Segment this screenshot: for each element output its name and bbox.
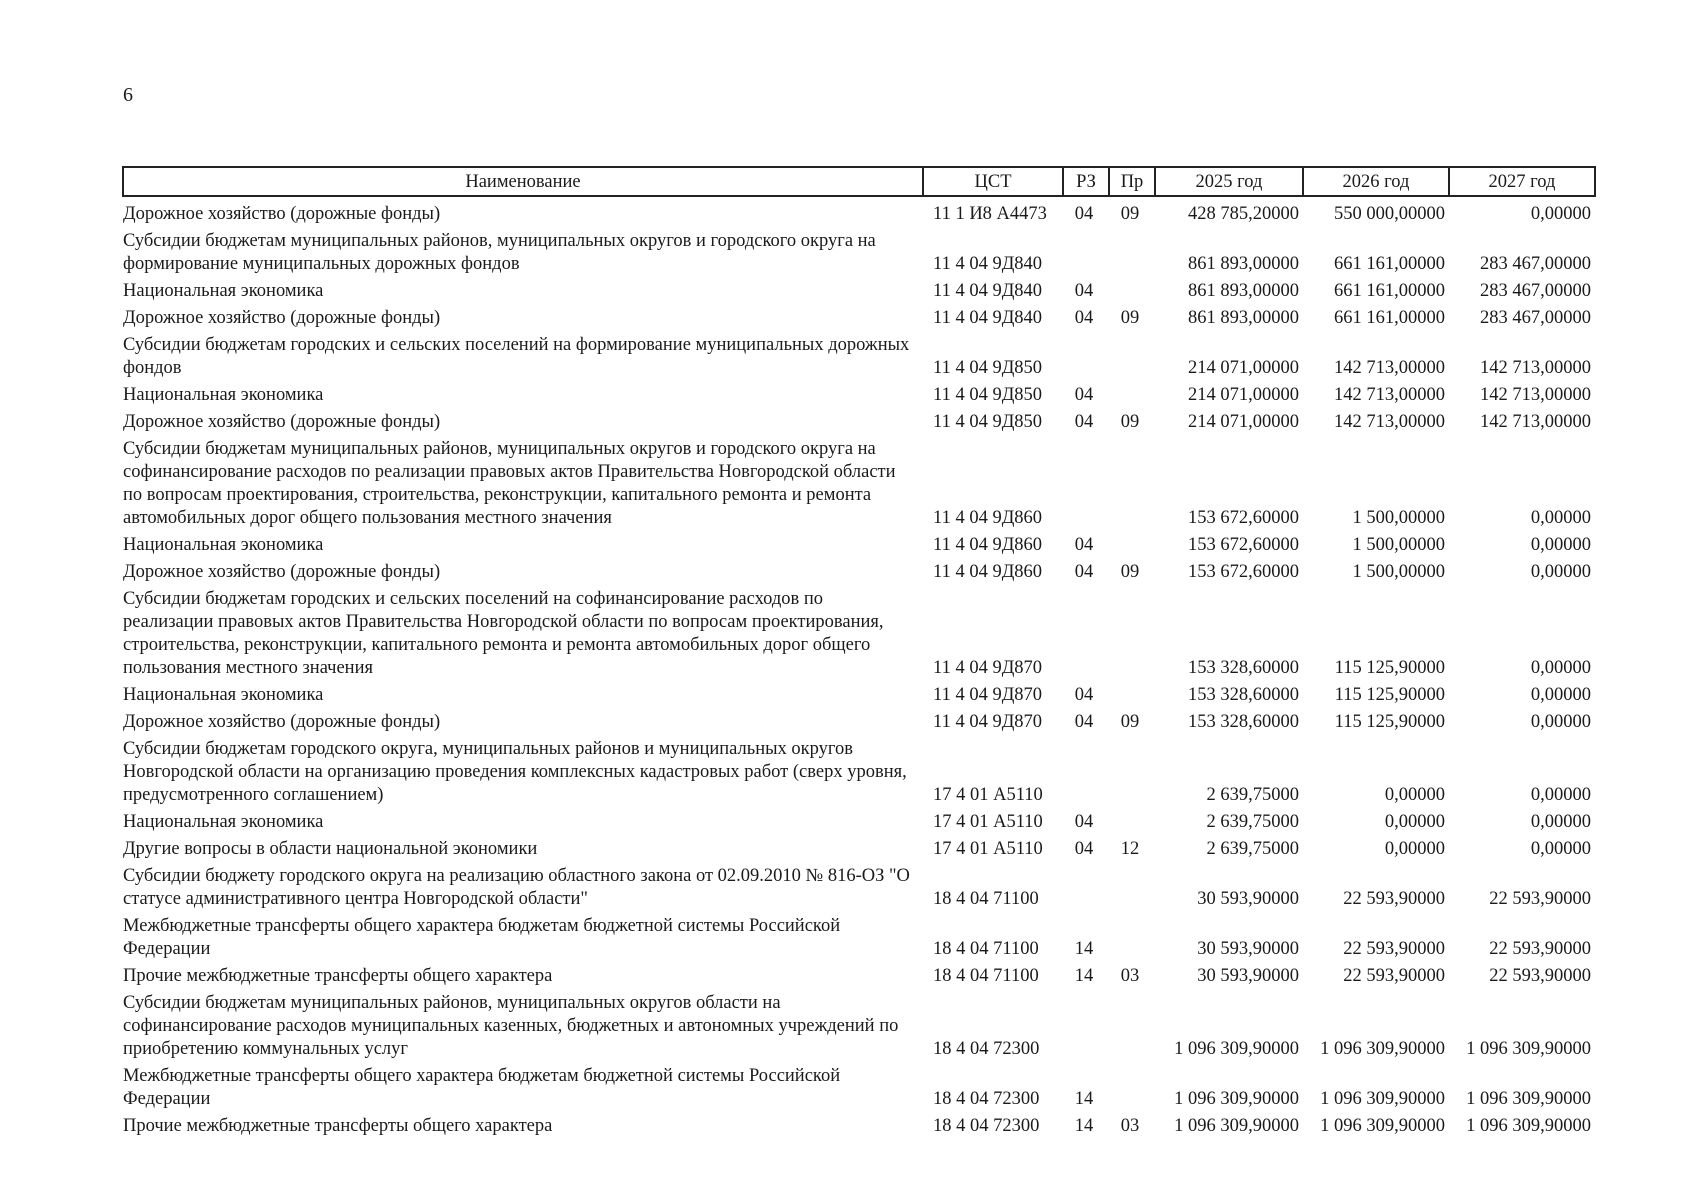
cell-name: Дорожное хозяйство (дорожные фонды) (123, 204, 441, 224)
cell-cst: 18 4 04 71100 (933, 939, 1039, 959)
cell-cst: 18 4 04 72300 (933, 1039, 1040, 1059)
cell-2027: 142 713,00000 (1480, 358, 1591, 378)
table-row (123, 196, 1595, 230)
cell-rz (1063, 230, 1109, 280)
table-row (123, 992, 1595, 1065)
cell-pr (1109, 230, 1155, 280)
cell-rz: 04 (1074, 839, 1094, 859)
cell-2026: 661 161,00000 (1334, 281, 1445, 301)
cell-name: Дорожное хозяйство (дорожные фонды) (123, 412, 441, 432)
cell-2026: 22 593,90000 (1343, 939, 1445, 959)
cell-rz (1063, 588, 1109, 684)
header-2025: 2025 год (1155, 167, 1303, 196)
cell-name: Национальная экономика (123, 281, 324, 301)
cell-2026: 115 125,90000 (1334, 658, 1445, 678)
cell-rz: 04 (1074, 562, 1094, 582)
cell-rz (1063, 865, 1109, 915)
budget-table (122, 166, 1596, 1142)
cell-pr (1109, 384, 1155, 411)
cell-pr (1109, 334, 1155, 384)
cell-2025: 1 096 309,90000 (1174, 1116, 1299, 1136)
cell-2026: 1 500,00000 (1352, 535, 1445, 555)
cell-2026: 1 096 309,90000 (1320, 1039, 1445, 1059)
table-row (123, 230, 1595, 280)
cell-2025: 2 639,75000 (1206, 785, 1299, 805)
cell-name: Национальная экономика (123, 685, 324, 705)
header-pr: Пр (1109, 167, 1155, 196)
cell-name: Прочие межбюджетные трансферты общего характера (123, 966, 553, 986)
cell-pr (1109, 588, 1155, 684)
cell-2026: 1 500,00000 (1352, 562, 1445, 582)
cell-2026: 0,00000 (1384, 839, 1445, 859)
cell-pr: 09 (1120, 712, 1140, 732)
cell-cst: 11 4 04 9Д840 (933, 308, 1043, 328)
cell-pr: 03 (1120, 1116, 1140, 1136)
cell-rz: 04 (1074, 685, 1094, 705)
cell-name: Субсидии бюджетам городского округа, муниципальных районов и муниципальных округов Новгородской области на организацию проведения комплексных кадастровых работ (сверх уровня, предусмотренного соглашением) (123, 739, 907, 805)
cell-2025: 153 672,60000 (1188, 508, 1299, 528)
table-row (123, 915, 1595, 965)
cell-pr (1109, 915, 1155, 965)
cell-cst: 11 4 04 9Д870 (933, 658, 1043, 678)
cell-pr (1109, 534, 1155, 561)
cell-rz: 04 (1074, 308, 1094, 328)
cell-name: Национальная экономика (123, 535, 324, 555)
cell-name: Субсидии бюджетам городских и сельских поселений на формирование муниципальных дорожных фондов (123, 335, 910, 378)
cell-rz: 04 (1074, 281, 1094, 301)
cell-2026: 1 096 309,90000 (1320, 1089, 1445, 1109)
table-row (123, 334, 1595, 384)
cell-2027: 0,00000 (1530, 658, 1591, 678)
cell-rz (1063, 438, 1109, 534)
cell-rz (1063, 738, 1109, 811)
table-row (123, 838, 1595, 865)
cell-2025: 2 639,75000 (1206, 812, 1299, 832)
table-header-row (123, 167, 1595, 196)
cell-name: Субсидии бюджетам городских и сельских поселений на софинансирование расходов по реализации правовых актов Правительства Новгородской области по вопросам проектирования, строительства, реконструкции, капитального ремонта и ремонта автомобильных дорог общего пользования местного значения (123, 589, 884, 678)
cell-2027: 0,00000 (1530, 685, 1591, 705)
cell-2027: 283 467,00000 (1480, 308, 1591, 328)
cell-2027: 1 096 309,90000 (1466, 1116, 1591, 1136)
cell-name: Субсидии бюджетам муниципальных районов, муниципальных округов и городского округа на софинансирование расходов по реализации правовых актов Правительства Новгородской области по вопросам проектирования, строительства, реконструкции, капитального ремонта и ремонта автомобильных дорог общего пользования местного значения (123, 439, 896, 528)
cell-2026: 115 125,90000 (1334, 712, 1445, 732)
cell-cst: 17 4 01 А5110 (933, 812, 1043, 832)
cell-cst: 11 4 04 9Д870 (933, 712, 1043, 732)
cell-2026: 550 000,00000 (1334, 204, 1445, 224)
cell-2027: 283 467,00000 (1480, 254, 1591, 274)
cell-2025: 214 071,00000 (1188, 385, 1299, 405)
table-row (123, 280, 1595, 307)
header-rz: РЗ (1063, 167, 1109, 196)
cell-rz: 04 (1074, 812, 1094, 832)
cell-2026: 22 593,90000 (1343, 966, 1445, 986)
cell-2027: 0,00000 (1530, 508, 1591, 528)
cell-cst: 11 4 04 9Д840 (933, 281, 1043, 301)
table-row (123, 438, 1595, 534)
cell-name: Другие вопросы в области национальной экономики (123, 839, 538, 859)
header-name: Наименование (123, 167, 923, 196)
cell-pr: 09 (1120, 412, 1140, 432)
cell-pr (1109, 438, 1155, 534)
table-row (123, 561, 1595, 588)
cell-2027: 0,00000 (1530, 535, 1591, 555)
cell-2026: 1 096 309,90000 (1320, 1116, 1445, 1136)
cell-pr (1109, 811, 1155, 838)
cell-cst: 18 4 04 72300 (933, 1116, 1040, 1136)
cell-2025: 153 328,60000 (1188, 712, 1299, 732)
cell-2025: 861 893,00000 (1188, 281, 1299, 301)
cell-cst: 11 4 04 9Д860 (933, 562, 1043, 582)
cell-pr (1109, 1065, 1155, 1115)
cell-name: Субсидии бюджетам муниципальных районов, муниципальных округов области на софинансирование расходов муниципальных казенных, бюджетных и автономных учреждений по приобретению коммунальных услуг (123, 993, 899, 1059)
table-row (123, 307, 1595, 334)
cell-2027: 142 713,00000 (1480, 385, 1591, 405)
cell-2027: 1 096 309,90000 (1466, 1039, 1591, 1059)
cell-pr: 09 (1120, 204, 1140, 224)
cell-cst: 18 4 04 71100 (933, 966, 1039, 986)
header-2026: 2026 год (1303, 167, 1449, 196)
cell-2027: 22 593,90000 (1489, 889, 1591, 909)
table-row (123, 411, 1595, 438)
cell-name: Национальная экономика (123, 812, 324, 832)
cell-2026: 115 125,90000 (1334, 685, 1445, 705)
cell-pr (1109, 865, 1155, 915)
cell-name: Межбюджетные трансферты общего характера бюджетам бюджетной системы Российской Федерации (123, 1066, 841, 1109)
cell-2025: 1 096 309,90000 (1174, 1089, 1299, 1109)
table-row (123, 384, 1595, 411)
cell-pr: 03 (1120, 966, 1140, 986)
cell-2026: 142 713,00000 (1334, 358, 1445, 378)
cell-2025: 153 328,60000 (1188, 658, 1299, 678)
cell-name: Межбюджетные трансферты общего характера бюджетам бюджетной системы Российской Федерации (123, 916, 841, 959)
cell-pr: 12 (1120, 839, 1140, 859)
cell-2027: 0,00000 (1530, 785, 1591, 805)
cell-2026: 661 161,00000 (1334, 308, 1445, 328)
cell-rz (1063, 992, 1109, 1065)
cell-rz: 14 (1074, 939, 1094, 959)
cell-name: Дорожное хозяйство (дорожные фонды) (123, 308, 441, 328)
table-row (123, 965, 1595, 992)
cell-rz: 04 (1074, 712, 1094, 732)
cell-2025: 30 593,90000 (1197, 939, 1299, 959)
cell-cst: 17 4 01 А5110 (933, 839, 1043, 859)
cell-cst: 17 4 01 А5110 (933, 785, 1043, 805)
cell-pr (1109, 280, 1155, 307)
cell-2027: 22 593,90000 (1489, 939, 1591, 959)
table-row (123, 1115, 1595, 1142)
cell-name: Субсидии бюджету городского округа на реализацию областного закона от 02.09.2010 № 816-ОЗ "О статусе административного центра Новгородской области" (123, 866, 910, 909)
cell-cst: 11 4 04 9Д850 (933, 412, 1043, 432)
cell-rz: 14 (1074, 1116, 1094, 1136)
cell-cst: 11 4 04 9Д860 (933, 508, 1043, 528)
cell-2027: 1 096 309,90000 (1466, 1089, 1591, 1109)
cell-2025: 153 672,60000 (1188, 535, 1299, 555)
cell-pr: 09 (1120, 308, 1140, 328)
cell-pr (1109, 992, 1155, 1065)
cell-rz: 04 (1074, 535, 1094, 555)
cell-name: Субсидии бюджетам муниципальных районов, муниципальных округов и городского округа на формирование муниципальных дорожных фондов (123, 231, 876, 274)
cell-name: Дорожное хозяйство (дорожные фонды) (123, 562, 441, 582)
cell-name: Дорожное хозяйство (дорожные фонды) (123, 712, 441, 732)
cell-cst: 18 4 04 72300 (933, 1089, 1040, 1109)
table-body (123, 196, 1595, 1142)
cell-2025: 214 071,00000 (1188, 412, 1299, 432)
cell-cst: 11 4 04 9Д860 (933, 535, 1043, 555)
header-2027: 2027 год (1449, 167, 1595, 196)
cell-2025: 214 071,00000 (1188, 358, 1299, 378)
cell-pr: 09 (1120, 562, 1140, 582)
cell-2026: 661 161,00000 (1334, 254, 1445, 274)
cell-2025: 428 785,20000 (1188, 204, 1299, 224)
cell-2025: 1 096 309,90000 (1174, 1039, 1299, 1059)
cell-2026: 0,00000 (1384, 812, 1445, 832)
cell-cst: 11 4 04 9Д850 (933, 358, 1043, 378)
cell-rz (1063, 334, 1109, 384)
cell-2027: 142 713,00000 (1480, 412, 1591, 432)
cell-rz: 04 (1074, 385, 1094, 405)
cell-rz: 14 (1074, 966, 1094, 986)
cell-rz: 04 (1074, 204, 1094, 224)
table-row (123, 811, 1595, 838)
cell-2027: 0,00000 (1530, 812, 1591, 832)
table-row (123, 684, 1595, 711)
cell-cst: 11 4 04 9Д850 (933, 385, 1043, 405)
cell-2026: 142 713,00000 (1334, 385, 1445, 405)
cell-cst: 11 1 И8 А4473 (933, 204, 1047, 224)
cell-2027: 0,00000 (1530, 712, 1591, 732)
table-row (123, 711, 1595, 738)
cell-2026: 142 713,00000 (1334, 412, 1445, 432)
table-row (123, 534, 1595, 561)
page-number: 6 (123, 84, 133, 106)
cell-2026: 1 500,00000 (1352, 508, 1445, 528)
table-row (123, 865, 1595, 915)
cell-cst: 11 4 04 9Д870 (933, 685, 1043, 705)
cell-2027: 0,00000 (1530, 562, 1591, 582)
cell-2027: 0,00000 (1530, 204, 1591, 224)
cell-2027: 0,00000 (1530, 839, 1591, 859)
cell-rz: 14 (1074, 1089, 1094, 1109)
cell-pr (1109, 684, 1155, 711)
header-cst: ЦСТ (923, 167, 1063, 196)
cell-2025: 2 639,75000 (1206, 839, 1299, 859)
cell-2025: 153 328,60000 (1188, 685, 1299, 705)
cell-name: Национальная экономика (123, 385, 324, 405)
cell-name: Прочие межбюджетные трансферты общего характера (123, 1116, 553, 1136)
cell-pr (1109, 738, 1155, 811)
cell-2025: 861 893,00000 (1188, 254, 1299, 274)
cell-2025: 153 672,60000 (1188, 562, 1299, 582)
cell-cst: 18 4 04 71100 (933, 889, 1039, 909)
cell-2027: 22 593,90000 (1489, 966, 1591, 986)
cell-2025: 30 593,90000 (1197, 966, 1299, 986)
table-row (123, 1065, 1595, 1115)
cell-2025: 30 593,90000 (1197, 889, 1299, 909)
cell-cst: 11 4 04 9Д840 (933, 254, 1043, 274)
cell-2027: 283 467,00000 (1480, 281, 1591, 301)
table-row (123, 738, 1595, 811)
table-row (123, 588, 1595, 684)
cell-2026: 0,00000 (1384, 785, 1445, 805)
cell-rz: 04 (1074, 412, 1094, 432)
cell-2025: 861 893,00000 (1188, 308, 1299, 328)
cell-2026: 22 593,90000 (1343, 889, 1445, 909)
